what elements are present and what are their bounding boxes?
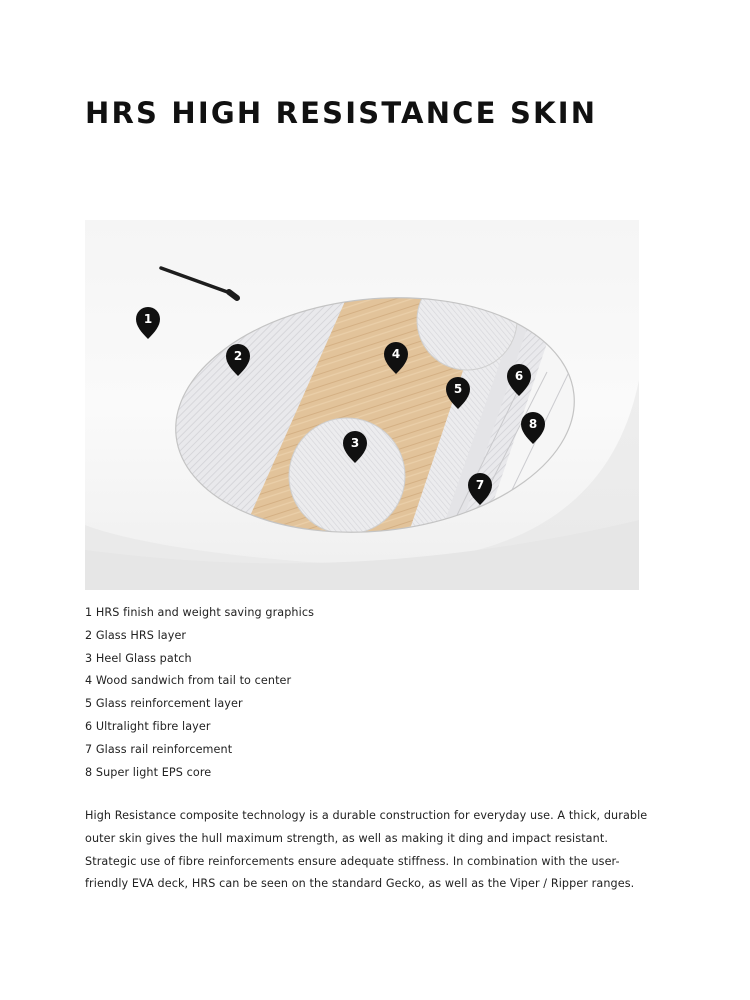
board-construction-diagram (85, 220, 639, 590)
marker-3-label: 3 (350, 436, 360, 450)
layer-item: 2 Glass HRS layer (85, 628, 187, 642)
marker-2-label: 2 (233, 349, 243, 363)
layer-item: 1 HRS finish and weight saving graphics (85, 606, 315, 619)
description-line: High Resistance composite technology is a durable construction for everyday use. A thick, durable (85, 809, 648, 822)
marker-6-label: 6 (514, 369, 524, 383)
layer-item: 7 Glass rail reinforcement (85, 742, 233, 756)
board-cutaway-illustration (85, 220, 639, 590)
marker-7-label: 7 (475, 478, 485, 492)
layer-item: 6 Ultralight fibre layer (85, 719, 211, 733)
marker-8-label: 8 (528, 417, 538, 431)
page-title: HRS HIGH RESISTANCE SKIN (85, 96, 598, 130)
layer-item: 8 Super light EPS core (85, 765, 212, 779)
layer-item: 5 Glass reinforcement layer (85, 697, 243, 711)
layer-list (85, 602, 314, 784)
marker-4-label: 4 (391, 347, 401, 361)
description-paragraph (85, 805, 648, 896)
marker-5-label: 5 (453, 382, 463, 396)
description-line: Strategic use of fibre reinforcements ensure adequate stiffness. In combination with the user- (85, 854, 620, 868)
marker-1-label: 1 (143, 312, 153, 326)
description-line: outer skin gives the hull maximum strength, as well as making it ding and impact resistant. (85, 831, 608, 845)
layer-item: 3 Heel Glass patch (85, 651, 192, 665)
description-line: friendly EVA deck, HRS can be seen on the standard Gecko, as well as the Viper / Ripper ranges. (85, 877, 635, 891)
layer-item: 4 Wood sandwich from tail to center (85, 674, 292, 688)
